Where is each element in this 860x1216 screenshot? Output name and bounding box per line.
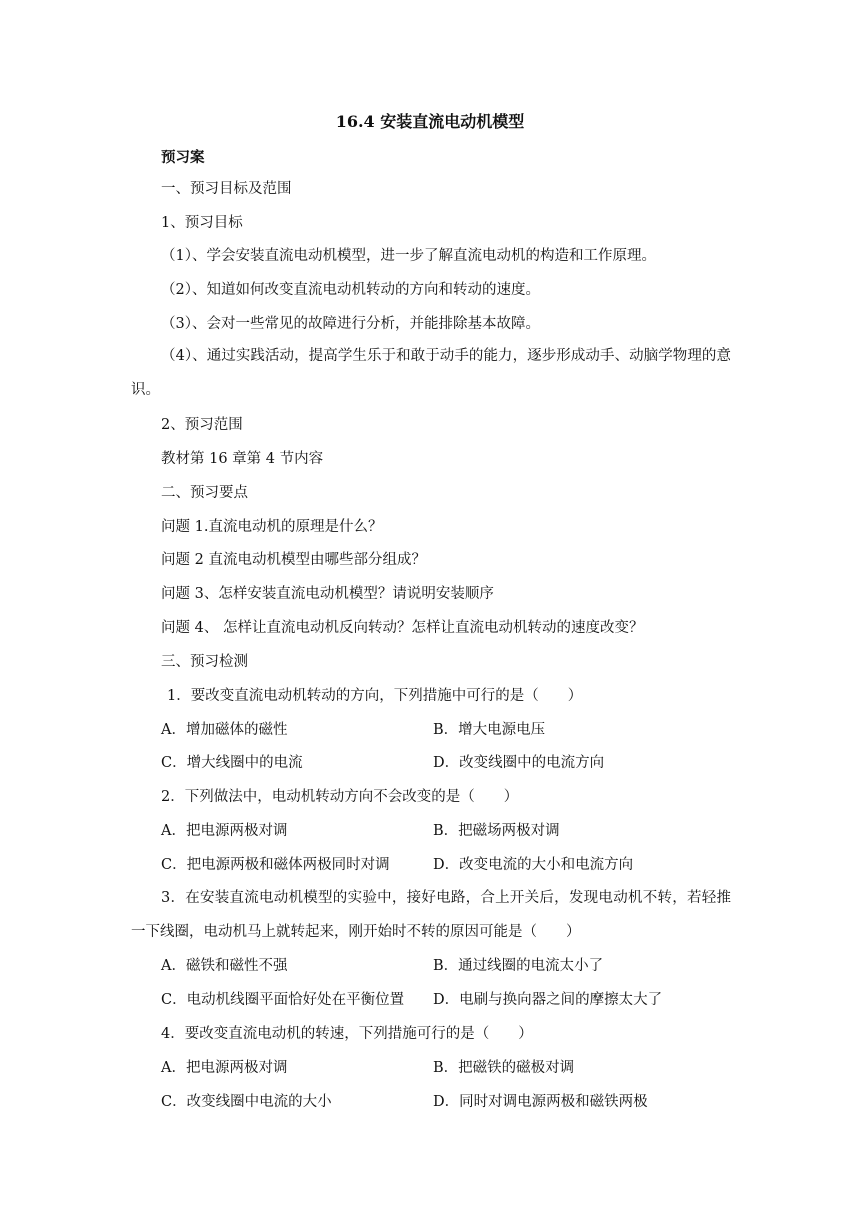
test-question-3-stem: 3．在安装直流电动机模型的实验中，接好电路，合上开关后，发现电动机不转，若轻推一下线圈，电动机马上就转起来，刚开始时不转的原因可能是（ ）	[131, 890, 731, 940]
test-question-1-stem: 1．要改变直流电动机转动的方向，下列措施中可行的是（ ）	[167, 688, 583, 704]
test-question-1-option-c: C．增大线圈中的电流	[161, 755, 303, 771]
goal-item-1: （1）、学会安装直流电动机模型，进一步了解直流电动机的构造和工作原理。	[161, 248, 656, 264]
test-question-2-option-a: A．把电源两极对调	[161, 823, 288, 839]
test-question-4-stem: 4．要改变直流电动机的转速，下列措施可行的是（ ）	[161, 1026, 533, 1042]
goals-heading: 1、预习目标	[161, 215, 243, 231]
part3-heading: 三、预习检测	[161, 654, 248, 670]
question-item-2: 问题 2 直流电动机模型由哪些部分组成？	[161, 552, 426, 568]
scope-text: 教材第 16 章第 4 节内容	[161, 451, 324, 467]
test-question-2-option-c: C．把电源两极和磁体两极同时对调	[161, 857, 390, 873]
question-item-1: 问题 1.直流电动机的原理是什么？	[161, 519, 383, 535]
test-question-4-option-c: C．改变线圈中电流的大小	[161, 1094, 332, 1110]
test-question-4-option-b: B．把磁铁的磁极对调	[433, 1060, 575, 1076]
test-question-4-option-d: D．同时对调电源两极和磁铁两极	[433, 1094, 648, 1110]
test-question-1-option-a: A．增加磁体的磁性	[161, 722, 288, 738]
part1-heading: 一、预习目标及范围	[161, 181, 292, 197]
goal-item-2: （2）、知道如何改变直流电动机转动的方向和转动的速度。	[161, 282, 540, 298]
test-question-3-option-c: C．电动机线圈平面恰好处在平衡位置	[161, 992, 405, 1008]
part2-heading: 二、预习要点	[161, 485, 248, 501]
test-question-2-stem: 2．下列做法中，电动机转动方向不会改变的是（ ）	[161, 789, 519, 805]
question-item-3: 问题 3、怎样安装直流电动机模型？请说明安装顺序	[161, 586, 494, 602]
goal-item-4: （4）、通过实践活动，提高学生乐于和敢于动手的能力，逐步形成动手、动脑学物理的意识。	[131, 348, 731, 398]
question-item-4: 问题 4、 怎样让直流电动机反向转动？怎样让直流电动机转动的速度改变？	[161, 620, 644, 636]
test-question-1-option-d: D．改变线圈中的电流方向	[433, 755, 605, 771]
scope-heading: 2、预习范围	[161, 417, 243, 433]
test-question-2-option-b: B．把磁场两极对调	[433, 823, 560, 839]
page-title: 16.4 安装直流电动机模型	[335, 112, 525, 131]
test-question-2-option-d: D．改变电流的大小和电流方向	[433, 857, 634, 873]
section-preview-heading: 预习案	[161, 149, 205, 166]
test-question-3-option-d: D．电刷与换向器之间的摩擦太大了	[433, 992, 663, 1008]
test-question-1-option-b: B．增大电源电压	[433, 722, 546, 738]
goal-item-3: （3）、会对一些常见的故障进行分析，并能排除基本故障。	[161, 316, 540, 332]
test-question-3-option-a: A．磁铁和磁性不强	[161, 958, 288, 974]
test-question-4-option-a: A．把电源两极对调	[161, 1060, 288, 1076]
test-question-3-option-b: B．通过线圈的电流太小了	[433, 958, 604, 974]
